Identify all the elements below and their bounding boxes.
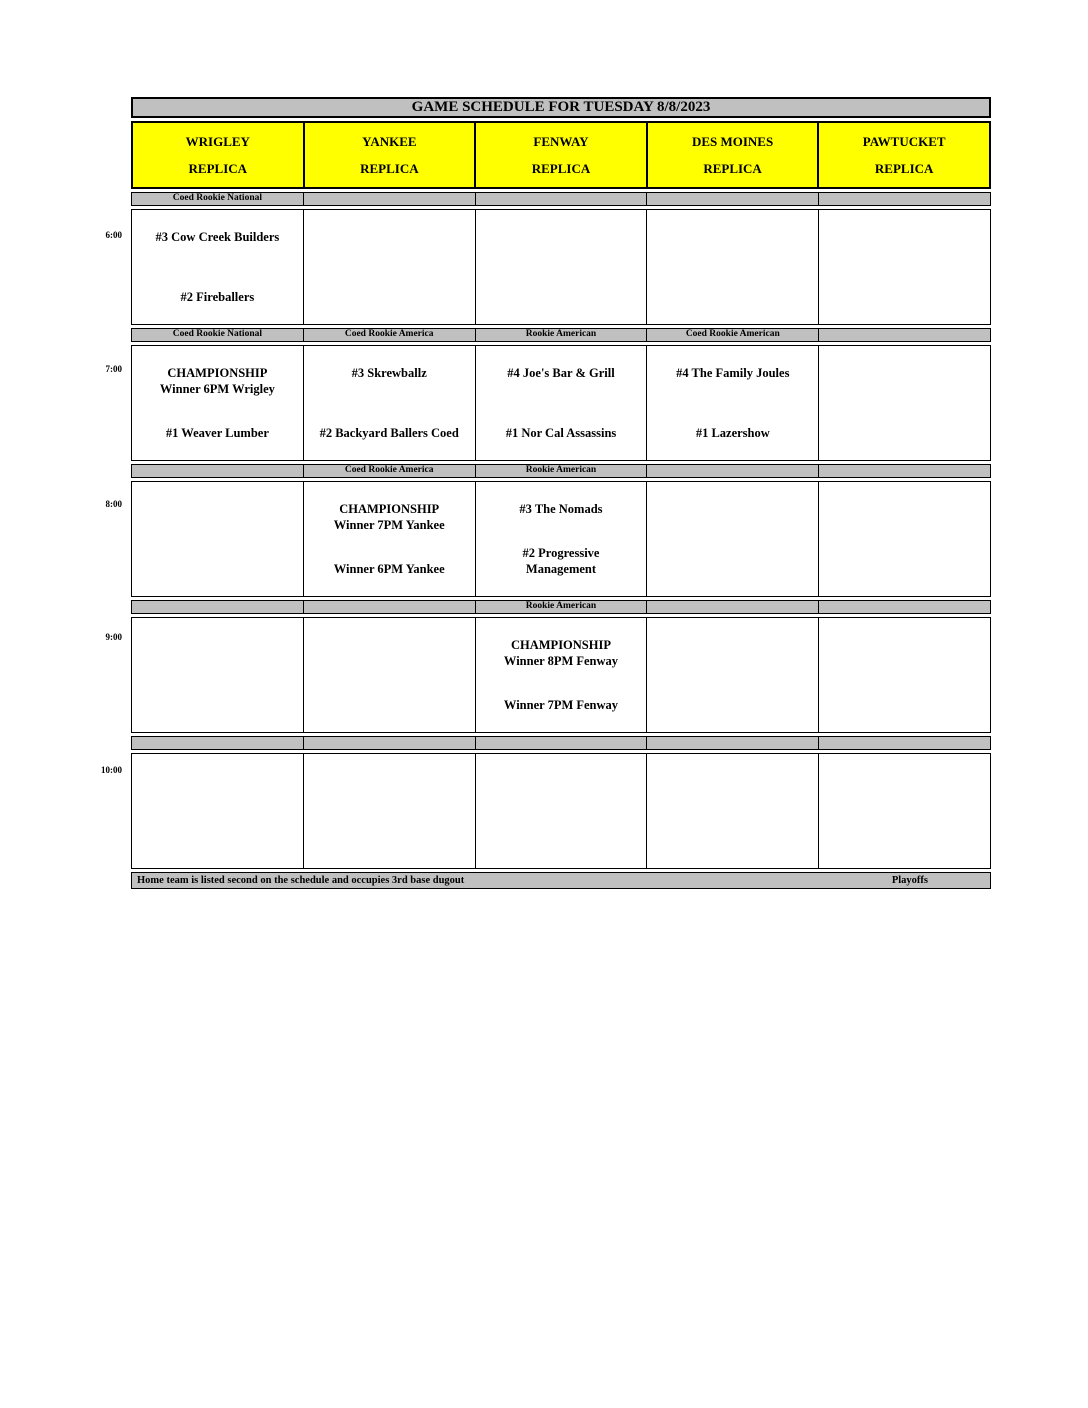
game-row [131,481,991,597]
field-header-des-moines [646,121,820,189]
visitor-team [480,365,643,381]
division-row [131,736,991,750]
game-row [131,345,991,461]
game-text-line: CHAMPIONSHIP [339,502,440,516]
field-header-wrigley [131,121,305,189]
field-name: PAWTUCKET [862,133,946,149]
game-cell [818,481,991,597]
division-row [131,600,991,614]
game-text-line: Winner 8PM Fenway [503,654,619,668]
game-text-line: Winner 7PM Fenway [503,698,619,712]
game-text-line: CHAMPIONSHIP [510,638,611,652]
footer-playoffs-label: Playoffs [891,875,928,886]
game-text-line: #1 Nor Cal Assassins [505,426,617,440]
field-name: WRIGLEY [185,133,250,149]
division-cell-empty [818,736,991,750]
home-team [136,425,299,441]
game-text-line: Management [525,562,597,576]
game-text-line: CHAMPIONSHIP [167,366,268,380]
home-team [651,425,814,441]
field-name: DES MOINES [691,133,774,149]
field-sub-label: REPLICA [360,160,419,176]
schedule-title: GAME SCHEDULE FOR TUESDAY 8/8/2023 [411,99,711,115]
game-cell [475,753,648,869]
division-cell-empty [646,736,819,750]
game-cell [475,345,648,461]
home-team [308,561,471,577]
division-cell-empty [646,192,819,206]
home-team [480,425,643,441]
home-team [480,545,643,577]
division-cell-coed-rookie-america: Coed Rookie America [303,464,476,478]
division-cell-coed-rookie-america: Coed Rookie America [303,328,476,342]
division-cell-empty [475,192,648,206]
division-cell-coed-rookie-national: Coed Rookie National [131,192,304,206]
time-rail [0,0,131,1408]
game-row [131,209,991,325]
schedule-title-bar [131,97,991,118]
game-cell [131,209,304,325]
game-cell [303,617,476,733]
game-cell [131,617,304,733]
game-cell [475,209,648,325]
division-cell-rookie-american: Rookie American [475,464,648,478]
schedule-body [131,192,991,869]
home-team [136,289,299,305]
game-cell [303,345,476,461]
home-team [308,425,471,441]
game-text-line: Winner 7PM Yankee [333,518,445,532]
visitor-team [651,365,814,381]
visitor-team [480,637,643,669]
field-sub-label: REPLICA [703,160,762,176]
visitor-team [136,229,299,245]
division-cell-rookie-american: Rookie American [475,328,648,342]
game-text-line: #2 Fireballers [180,290,255,304]
division-row [131,328,991,342]
game-cell [646,753,819,869]
field-sub-label: REPLICA [874,160,934,176]
field-header-fenway [474,121,648,189]
division-cell-empty [646,464,819,478]
game-cell [475,481,648,597]
game-text-line: #3 Cow Creek Builders [155,230,280,244]
division-cell-rookie-american: Rookie American [475,600,648,614]
game-cell [131,753,304,869]
division-cell-empty [475,736,648,750]
game-cell [818,345,991,461]
home-team [480,697,643,713]
game-cell [303,481,476,597]
field-header-yankee [303,121,477,189]
division-cell-coed-rookie-american: Coed Rookie American [646,328,819,342]
schedule-table [131,97,991,889]
field-header-row [131,121,991,189]
time-label: 7:00 [105,364,122,374]
field-name: YANKEE [362,133,417,149]
footer-note: Home team is listed second on the schedule and occupies 3rd base dugout [137,875,465,886]
division-cell-empty [303,736,476,750]
game-cell [646,209,819,325]
division-cell-empty [131,464,304,478]
time-label: 6:00 [105,230,122,240]
division-cell-empty [818,600,991,614]
division-cell-empty [131,736,304,750]
division-row [131,464,991,478]
time-label: 9:00 [105,632,122,642]
division-cell-coed-rookie-national: Coed Rookie National [131,328,304,342]
division-cell-empty [131,600,304,614]
visitor-team [308,365,471,381]
game-text-line: #2 Progressive [522,546,600,560]
game-row [131,617,991,733]
game-text-line: #2 Backyard Ballers Coed [319,426,459,440]
game-row [131,753,991,869]
time-label: 8:00 [105,499,122,509]
time-label: 10:00 [101,765,122,775]
field-sub-label: REPLICA [188,160,248,176]
game-cell [303,753,476,869]
game-cell [303,209,476,325]
division-cell-empty [818,328,991,342]
division-cell-empty [818,192,991,206]
game-text-line: Winner 6PM Yankee [333,562,445,576]
division-cell-empty [303,192,476,206]
game-cell [131,345,304,461]
game-cell [818,209,991,325]
field-name: FENWAY [533,133,589,149]
game-cell [646,617,819,733]
game-cell [818,753,991,869]
game-text-line: #1 Weaver Lumber [165,426,269,440]
division-cell-empty [646,600,819,614]
game-cell [646,481,819,597]
game-text-line: #3 Skrewballz [351,366,427,380]
game-text-line: Winner 6PM Wrigley [159,382,275,396]
game-cell [475,617,648,733]
game-text-line: #4 The Family Joules [676,366,790,380]
division-row [131,192,991,206]
footer-row [131,872,991,889]
field-sub-label: REPLICA [531,160,591,176]
visitor-team [308,501,471,533]
visitor-team [136,365,299,397]
game-cell [818,617,991,733]
game-cell [646,345,819,461]
game-text-line: #4 Joe's Bar & Grill [507,366,615,380]
game-text-line: #1 Lazershow [695,426,770,440]
division-cell-empty [303,600,476,614]
division-cell-empty [818,464,991,478]
visitor-team [480,501,643,517]
game-cell [131,481,304,597]
field-header-pawtucket [817,121,991,189]
game-text-line: #3 The Nomads [519,502,603,516]
